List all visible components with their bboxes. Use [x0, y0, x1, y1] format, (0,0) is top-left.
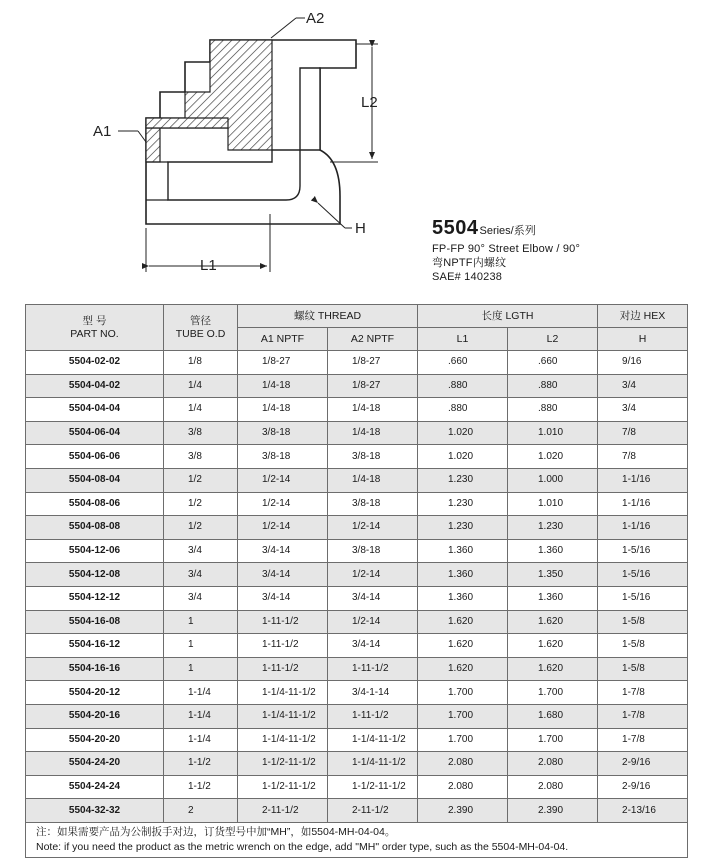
note-en: Note: if you need the product as the metric wrench on the edge, add "MH" order type, such as the 5504-MH-04-04. [36, 840, 569, 853]
spec-table-body [26, 351, 688, 823]
l1-cell: 1.620 [418, 657, 508, 681]
table-row [26, 775, 688, 799]
hex-cell: 1-1/16 [598, 516, 688, 540]
header-tube-od [164, 305, 238, 351]
l1-cell: 1.020 [418, 421, 508, 445]
spec-table [25, 304, 688, 858]
table-note [26, 822, 688, 857]
l2-cell: 1.360 [508, 586, 598, 610]
a1-thread-cell: 1-11-1/2 [238, 634, 328, 658]
a1-thread-cell: 1-1/4-11-1/2 [238, 681, 328, 705]
l1-cell: 1.230 [418, 492, 508, 516]
a2-thread-cell: 3/8-18 [328, 445, 418, 469]
a2-thread-cell: 1/2-14 [328, 563, 418, 587]
label-h: H [355, 220, 366, 237]
hex-cell: 1-1/16 [598, 492, 688, 516]
a1-thread-cell: 1-11-1/2 [238, 657, 328, 681]
series-suffix: Series/系列 [479, 225, 536, 237]
part-number-cell: 5504-20-20 [26, 728, 164, 752]
tube-od-cell: 3/8 [164, 445, 238, 469]
table-row [26, 704, 688, 728]
a2-thread-cell: 1-11-1/2 [328, 704, 418, 728]
a1-thread-cell: 1/2-14 [238, 492, 328, 516]
series-description: FP-FP 90° Street Elbow / 90° [432, 243, 581, 255]
l1-cell: 1.700 [418, 681, 508, 705]
l2-cell: 2.080 [508, 775, 598, 799]
a2-thread-cell: 1/2-14 [328, 516, 418, 540]
tube-od-cell: 1-1/4 [164, 728, 238, 752]
a1-thread-cell: 1/4-18 [238, 374, 328, 398]
header-l1: L1 [418, 328, 508, 351]
table-row [26, 610, 688, 634]
table-row [26, 468, 688, 492]
header-l2: L2 [508, 328, 598, 351]
part-number-cell: 5504-04-04 [26, 398, 164, 422]
table-row [26, 657, 688, 681]
hex-cell: 9/16 [598, 351, 688, 375]
tube-od-cell: 1 [164, 634, 238, 658]
a1-thread-cell: 1-11-1/2 [238, 610, 328, 634]
part-number-cell: 5504-12-06 [26, 539, 164, 563]
a2-thread-cell: 1-1/2-11-1/2 [328, 775, 418, 799]
tube-od-cell: 1-1/4 [164, 704, 238, 728]
a2-thread-cell: 1-1/4-11-1/2 [328, 752, 418, 776]
hex-cell: 1-7/8 [598, 681, 688, 705]
tube-od-cell: 3/4 [164, 586, 238, 610]
hex-cell: 3/4 [598, 398, 688, 422]
table-row [26, 445, 688, 469]
hex-cell: 1-1/16 [598, 468, 688, 492]
hex-cell: 2-9/16 [598, 752, 688, 776]
a1-thread-cell: 1-1/2-11-1/2 [238, 752, 328, 776]
l1-cell: .880 [418, 398, 508, 422]
hex-cell: 2-9/16 [598, 775, 688, 799]
table-row [26, 586, 688, 610]
l1-cell: 2.080 [418, 752, 508, 776]
l1-cell: 1.230 [418, 468, 508, 492]
a1-thread-cell: 1/2-14 [238, 468, 328, 492]
table-row [26, 398, 688, 422]
l2-cell: 2.080 [508, 752, 598, 776]
tube-od-cell: 2 [164, 799, 238, 823]
a1-thread-cell: 1-1/4-11-1/2 [238, 704, 328, 728]
hex-cell: 7/8 [598, 445, 688, 469]
a2-thread-cell: 1/8-27 [328, 351, 418, 375]
tube-od-cell: 1/2 [164, 468, 238, 492]
part-number-cell: 5504-06-04 [26, 421, 164, 445]
l2-cell: 1.680 [508, 704, 598, 728]
header-part-cn: 型 号 [82, 314, 107, 327]
part-number-cell: 5504-08-08 [26, 516, 164, 540]
l1-cell: 1.360 [418, 563, 508, 587]
tube-od-cell: 1-1/4 [164, 681, 238, 705]
a1-thread-cell: 3/8-18 [238, 421, 328, 445]
a2-thread-cell: 3/4-1-14 [328, 681, 418, 705]
tube-od-cell: 1/4 [164, 374, 238, 398]
l1-cell: 1.230 [418, 516, 508, 540]
l1-cell: .660 [418, 351, 508, 375]
part-number-cell: 5504-06-06 [26, 445, 164, 469]
l1-cell: 1.700 [418, 728, 508, 752]
table-row [26, 421, 688, 445]
a2-thread-cell: 1-1/4-11-1/2 [328, 728, 418, 752]
table-row [26, 539, 688, 563]
tube-od-cell: 1-1/2 [164, 775, 238, 799]
header-h: H [598, 328, 688, 351]
hex-cell: 1-5/8 [598, 657, 688, 681]
a2-thread-cell: 1/2-14 [328, 610, 418, 634]
l2-cell: .880 [508, 374, 598, 398]
a1-thread-cell: 1/4-18 [238, 398, 328, 422]
tube-od-cell: 3/8 [164, 421, 238, 445]
a1-thread-cell: 3/8-18 [238, 445, 328, 469]
series-title-block [432, 217, 692, 284]
l2-cell: .880 [508, 398, 598, 422]
a2-thread-cell: 3/4-14 [328, 586, 418, 610]
l2-cell: 1.000 [508, 468, 598, 492]
tube-od-cell: 1 [164, 657, 238, 681]
header-a1: A1 NPTF [238, 328, 328, 351]
part-number-cell: 5504-20-16 [26, 704, 164, 728]
l2-cell: 1.620 [508, 634, 598, 658]
l1-cell: 2.080 [418, 775, 508, 799]
a2-leader [271, 18, 296, 38]
a2-thread-cell: 1/8-27 [328, 374, 418, 398]
header-part-no [26, 305, 164, 351]
table-row [26, 374, 688, 398]
header-tube-cn: 管径 [190, 314, 211, 327]
l2-cell: 1.010 [508, 492, 598, 516]
header-tube-en: TUBE O.D [175, 327, 226, 340]
a2-thread-cell: 1/4-18 [328, 398, 418, 422]
a2-thread-cell: 1/4-18 [328, 468, 418, 492]
table-row [26, 681, 688, 705]
label-a1: A1 [93, 123, 112, 140]
a1-thread-cell: 3/4-14 [238, 563, 328, 587]
a1-thread-cell: 1/2-14 [238, 516, 328, 540]
series-number: 5504 [432, 217, 479, 239]
hex-cell: 1-5/16 [598, 539, 688, 563]
hex-cell: 2-13/16 [598, 799, 688, 823]
part-number-cell: 5504-16-12 [26, 634, 164, 658]
hex-cell: 1-5/16 [598, 586, 688, 610]
l2-cell: 1.700 [508, 681, 598, 705]
table-row [26, 752, 688, 776]
a1-thread-cell: 3/4-14 [238, 586, 328, 610]
part-number-cell: 5504-08-06 [26, 492, 164, 516]
header-hex: 对边 HEX [598, 305, 688, 328]
note-cn: 注：如果需要产品为公制扳手对边，订货型号中加“MH”，如5504-MH-04-04。 [36, 825, 396, 838]
l2-cell: 1.350 [508, 563, 598, 587]
part-number-cell: 5504-08-04 [26, 468, 164, 492]
part-number-cell: 5504-12-12 [26, 586, 164, 610]
part-number-cell: 5504-02-02 [26, 351, 164, 375]
tube-od-cell: 1/2 [164, 492, 238, 516]
part-number-cell: 5504-24-24 [26, 775, 164, 799]
hex-cell: 1-5/8 [598, 634, 688, 658]
tube-od-cell: 1/8 [164, 351, 238, 375]
header-a2: A2 NPTF [328, 328, 418, 351]
hex-cell: 1-7/8 [598, 728, 688, 752]
tube-od-cell: 1/4 [164, 398, 238, 422]
a2-thread-cell: 1/4-18 [328, 421, 418, 445]
l2-cell: 2.390 [508, 799, 598, 823]
a1-thread-cell: 1-1/4-11-1/2 [238, 728, 328, 752]
part-number-cell: 5504-16-16 [26, 657, 164, 681]
tube-od-cell: 1-1/2 [164, 752, 238, 776]
table-row [26, 799, 688, 823]
l2-cell: 1.230 [508, 516, 598, 540]
a1-thread-cell: 2-11-1/2 [238, 799, 328, 823]
a2-thread-cell: 3/8-18 [328, 492, 418, 516]
l1-cell: 1.360 [418, 586, 508, 610]
part-number-cell: 5504-32-32 [26, 799, 164, 823]
hex-cell: 1-5/8 [598, 610, 688, 634]
label-a2: A2 [306, 10, 325, 27]
label-l1: L1 [200, 257, 217, 274]
a1-thread-cell: 1/8-27 [238, 351, 328, 375]
l2-cell: 1.010 [508, 421, 598, 445]
l2-cell: .660 [508, 351, 598, 375]
table-row [26, 351, 688, 375]
hex-cell: 7/8 [598, 421, 688, 445]
table-row [26, 728, 688, 752]
part-number-cell: 5504-04-02 [26, 374, 164, 398]
part-number-cell: 5504-16-08 [26, 610, 164, 634]
l2-cell: 1.360 [508, 539, 598, 563]
sae-number: SAE# 140238 [432, 271, 503, 283]
l2-cell: 1.700 [508, 728, 598, 752]
l1-cell: 1.360 [418, 539, 508, 563]
part-number-cell: 5504-24-20 [26, 752, 164, 776]
table-row [26, 563, 688, 587]
tube-od-cell: 1 [164, 610, 238, 634]
l1-cell: 1.620 [418, 634, 508, 658]
part-number-cell: 5504-20-12 [26, 681, 164, 705]
label-l2: L2 [361, 94, 378, 111]
series-description-cn: 弯NPTF内螺纹 [432, 257, 507, 269]
a1-thread-cell: 1-1/2-11-1/2 [238, 775, 328, 799]
table-row [26, 516, 688, 540]
l1-cell: 1.700 [418, 704, 508, 728]
l2-cell: 1.020 [508, 445, 598, 469]
a2-thread-cell: 3/8-18 [328, 539, 418, 563]
l2-cell: 1.620 [508, 610, 598, 634]
tube-od-cell: 3/4 [164, 539, 238, 563]
a2-thread-cell: 3/4-14 [328, 634, 418, 658]
a2-thread-cell: 2-11-1/2 [328, 799, 418, 823]
header-part-en: PART NO. [70, 327, 119, 340]
hex-cell: 1-7/8 [598, 704, 688, 728]
tube-od-cell: 1/2 [164, 516, 238, 540]
hex-cell: 3/4 [598, 374, 688, 398]
a1-thread-cell: 3/4-14 [238, 539, 328, 563]
l1-cell: 1.020 [418, 445, 508, 469]
header-thread: 螺纹 THREAD [238, 305, 418, 328]
tube-od-cell: 3/4 [164, 563, 238, 587]
a2-thread-cell: 1-11-1/2 [328, 657, 418, 681]
table-row [26, 492, 688, 516]
table-row [26, 634, 688, 658]
hex-cell: 1-5/16 [598, 563, 688, 587]
l1-cell: 2.390 [418, 799, 508, 823]
l2-cell: 1.620 [508, 657, 598, 681]
part-number-cell: 5504-12-08 [26, 563, 164, 587]
l1-cell: 1.620 [418, 610, 508, 634]
l1-cell: .880 [418, 374, 508, 398]
header-length: 长度 LGTH [418, 305, 598, 328]
